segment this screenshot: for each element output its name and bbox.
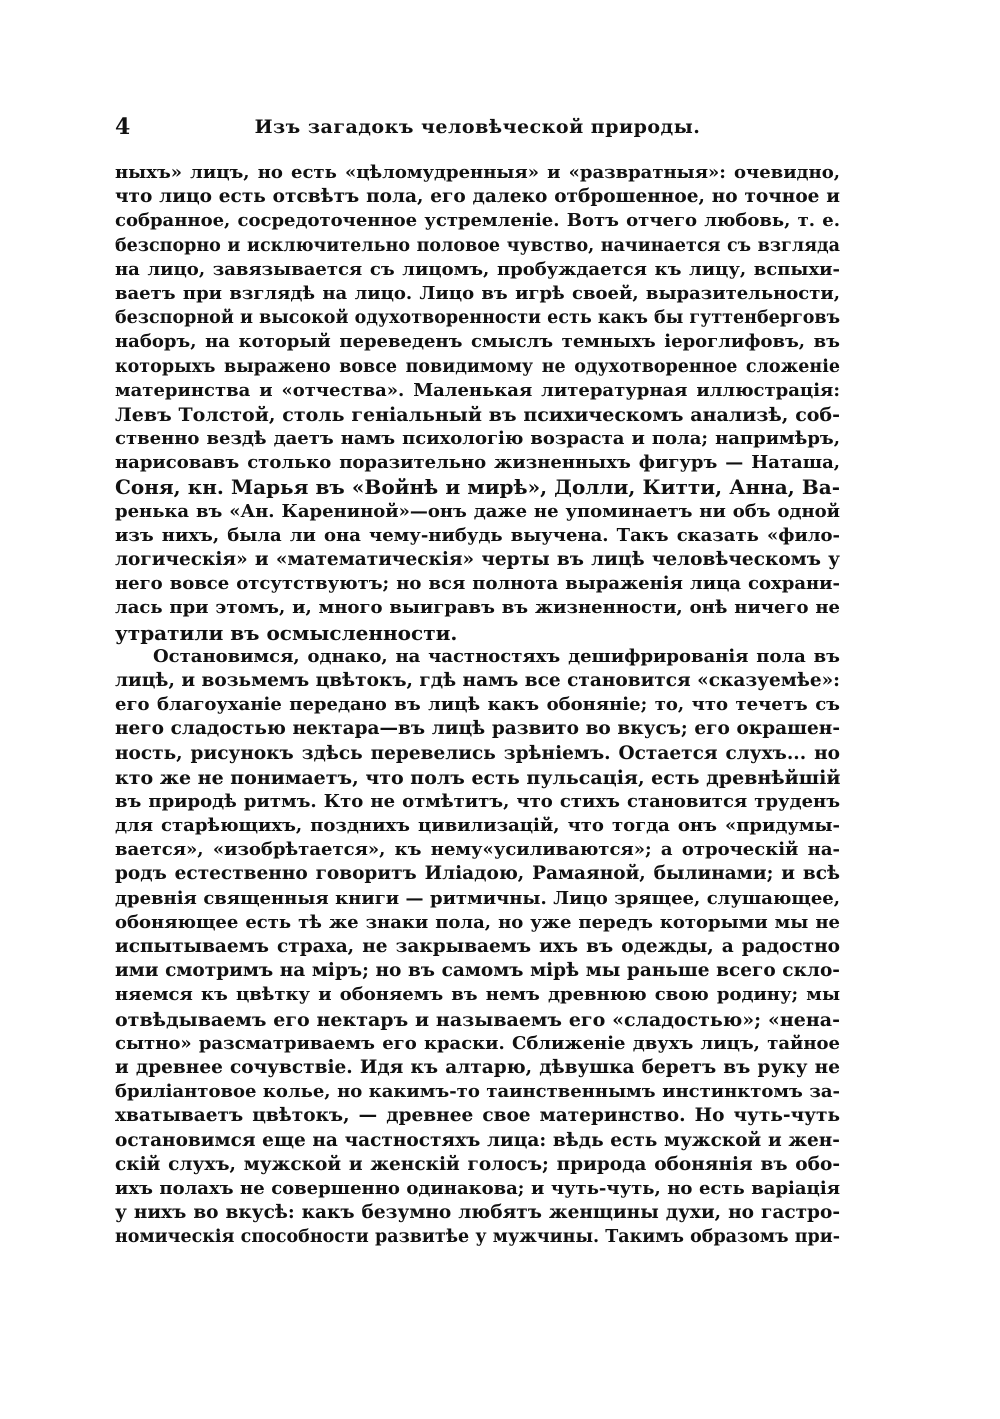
text-line: логическія» и «математическія» черты въ лицѣ человѣческомъ у [115, 549, 840, 570]
text-line: ваетъ при взглядѣ на лицо. Лицо въ игрѣ своей, выразительности, [115, 282, 840, 304]
text-line: бриліантовое колье, но какимъ-то таинственнымъ инстинктомъ за- [115, 1081, 840, 1103]
text-line: лицѣ, и возьмемъ цвѣтокъ, гдѣ намъ все становится «сказуемѣе»: [115, 669, 840, 691]
page-header [115, 108, 840, 148]
text-line: у нихъ во вкусѣ: какъ безумно любятъ женщины духи, но гастро- [115, 1202, 840, 1224]
text-line: ственно вездѣ даетъ намъ психологію возраста и пола; напримѣръ, [115, 428, 840, 450]
text-line: и древнее сочувствіе. Идя къ алтарю, дѣвушка беретъ въ руку не [115, 1056, 840, 1078]
book-page [115, 108, 840, 1249]
text-line: номическія способности развитѣе у мужчины. Такимъ образомъ при- [115, 1227, 840, 1248]
page-number: 4 [115, 114, 131, 140]
text-line: кто же не понимаетъ, что полъ есть пульсація, есть древнѣйшій [115, 766, 841, 789]
text-line: въ природѣ ритмъ. Кто не отмѣтитъ, что стихъ становится труденъ [115, 790, 840, 812]
text-line: него вовсе отсутствуютъ; но вся полнота выраженія лица сохрани- [115, 573, 840, 595]
text-line: скій слухъ, мужской и женскій голосъ; природа обонянія въ обо- [115, 1153, 840, 1175]
text-line: собранное, сосредоточенное устремленіе. Вотъ отчего любовь, т. е. [115, 210, 840, 232]
paragraph-end-line: утратили въ осмысленности. [115, 620, 458, 645]
text-line: изъ нихъ, была ли она чему-нибудь выучена. Такъ сказать «фило- [115, 524, 840, 546]
text-line: безспорной и высокой одухотворенности есть какъ бы гуттенберговъ [115, 308, 840, 329]
text-line: вается», «изобрѣтается», къ нему«усиливаются»; а отроческій на- [115, 839, 840, 861]
text-line: материнства и «отчества». Маленькая литературная иллюстрація: [115, 379, 840, 401]
text-line: ность, рисунокъ здѣсь перевелись зрѣніемъ. Остается слухъ... но [115, 742, 840, 764]
body-text [115, 161, 840, 1249]
text-line: хватываетъ цвѣтокъ, — древнее свое материнство. Но чуть-чуть [115, 1105, 840, 1127]
text-line: на лицо, завязывается съ лицомъ, пробуждается къ лицу, вспыхи- [115, 258, 840, 280]
text-line: лась при этомъ, и, много выигравъ въ жизненности, онѣ ничего не [115, 597, 840, 619]
text-line: сытно» разсматриваемъ его краски. Сближеніе двухъ лицъ, тайное [115, 1032, 840, 1054]
paragraph-start-line: Остановимся, однако, на частностяхъ дешифрированія пола въ [153, 645, 840, 667]
text-line: няемся къ цвѣтку и обоняемъ въ немъ древнюю свою родину; мы [115, 984, 840, 1006]
text-line: его благоуханіе передано въ лицѣ какъ обоняніе; то, что течетъ съ [115, 694, 840, 716]
text-line: него сладостью нектара—въ лицѣ развито во вкусъ; его окрашен- [115, 718, 840, 740]
text-line: для старѣющихъ, позднихъ цивилизацій, что тогда онъ «придумы- [115, 815, 840, 837]
text-line: Левъ Толстой, столь геніальный въ психическомъ анализѣ, соб- [115, 403, 840, 426]
text-line: родъ естественно говоритъ Иліадою, Рамаяной, былинами; и всѣ [115, 863, 840, 885]
text-line: нарисовавъ столько поразительно жизненныхъ фигуръ — Наташа, [115, 452, 840, 474]
text-line: древнія священныя книги — ритмичны. Лицо зрящее, слушающее, [115, 887, 840, 909]
text-line: ими смотримъ на міръ; но въ самомъ мірѣ мы раньше всего скло- [115, 960, 840, 982]
text-line: которыхъ выражено вовсе повидимому не одухотворенное сложеніе [115, 356, 840, 377]
text-line: отвѣдываемъ его нектаръ и называемъ его «сладостью»; «нена- [115, 1008, 840, 1031]
text-line: Соня, кн. Марья въ «Войнѣ и мирѣ», Долли, Китти, Анна, Ва- [115, 475, 840, 500]
text-line: ихъ полахъ не совершенно одинакова; и чуть-чуть, но есть варіація [115, 1177, 840, 1199]
text-line: ренька въ «Ан. Карениной»—онъ даже не упоминаетъ ни объ одной [115, 500, 840, 522]
text-line: испытываемъ страха, не закрываемъ ихъ въ одежды, а радостно [115, 936, 840, 957]
text-line: обоняющее есть тѣ же знаки пола, но уже передъ которыми мы не [115, 911, 840, 933]
text-line: наборъ, на который переведенъ смыслъ темныхъ іероглифовъ, въ [115, 331, 840, 353]
text-line: остановимся еще на частностяхъ лица: вѣдь есть мужской и жен- [115, 1129, 840, 1151]
running-title: Изъ загадокъ человѣческой природы. [254, 116, 701, 138]
text-line: что лицо есть отсвѣтъ пола, его далеко отброшенное, но точное и [115, 186, 840, 208]
text-line: ныхъ» лицъ, но есть «цѣломудренныя» и «развратныя»: очевидно, [115, 162, 840, 183]
text-line: безспорно и исключительно половое чувство, начинается съ взгляда [115, 235, 840, 256]
